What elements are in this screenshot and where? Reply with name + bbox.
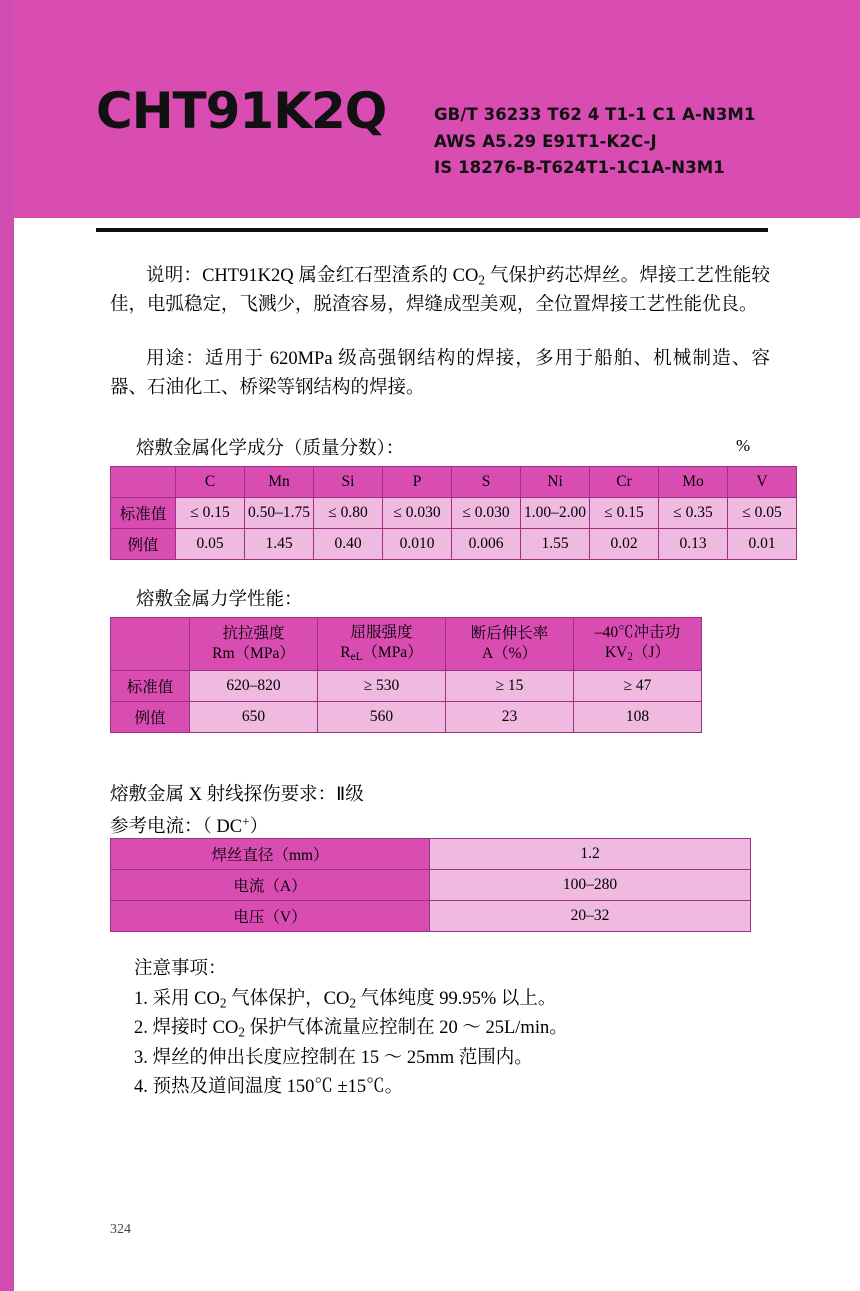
mech-header-line2: $KV_2(J)$	[604, 644, 670, 664]
chem-cell: 0.02	[590, 529, 659, 560]
mech-header-line1: 屈服强度	[350, 624, 413, 642]
current-row-label: 焊丝直径（mm）	[111, 839, 430, 870]
header-band	[14, 0, 860, 218]
mech-cell: ≥ 47	[574, 671, 702, 702]
current-table-title	[110, 812, 268, 838]
chem-cell: 0.05	[176, 529, 245, 560]
chem-header-mn: Mn	[245, 467, 314, 498]
chem-cell: 1.45	[245, 529, 314, 560]
chem-header-mo: Mo	[659, 467, 728, 498]
standard-line: IS 18276-B-T624T1-1C1A-N3M1	[434, 158, 725, 178]
mech-header-line1: 抗拉强度	[222, 625, 285, 643]
mech-cell: 650	[190, 702, 318, 733]
chem-cell: ≤ 0.80	[314, 498, 383, 529]
usage-paragraph	[110, 345, 770, 403]
note-item: 2. 焊接时 $CO_2$ 保护气体流量应控制在 20 ～ 25L/min。	[134, 1018, 568, 1041]
current-title-suffix: ）	[249, 817, 269, 837]
mech-cell: 108	[574, 702, 702, 733]
usage-text: 适用于 620MPa 级高强钢结构的焊接，多用于船舶、机械制造、容器、石油化工、桥梁等钢结构的焊接。	[110, 349, 770, 399]
mech-header-yield	[318, 618, 446, 671]
chem-cell: 0.40	[314, 529, 383, 560]
xray-requirement: 熔敷金属 X 射线探伤要求：Ⅱ级	[110, 785, 364, 805]
table-row	[111, 467, 797, 498]
chem-cell: ≤ 0.030	[452, 498, 521, 529]
mech-row-label: 标准值	[111, 671, 190, 702]
chem-header-cr: Cr	[590, 467, 659, 498]
note-item: 4. 预热及道间温度 150℃ ±15℃。	[134, 1076, 404, 1097]
chem-cell: ≤ 0.05	[728, 498, 797, 529]
chem-table-title: 熔敷金属化学成分（质量分数）：	[136, 439, 405, 459]
table-row	[111, 702, 702, 733]
usage-label: 用途：	[146, 349, 206, 369]
chem-cell: 0.006	[452, 529, 521, 560]
mech-row-label: 例值	[111, 702, 190, 733]
chem-row-label: 例值	[111, 529, 176, 560]
chem-row-label: 标准值	[111, 498, 176, 529]
chem-unit-label: %	[736, 436, 751, 455]
table-row	[111, 839, 751, 870]
mech-cell: 560	[318, 702, 446, 733]
notes-heading: 注意事项：	[134, 959, 227, 979]
current-cell: 20–32	[430, 901, 751, 932]
current-title-sup: +	[242, 814, 250, 830]
chem-header-v: V	[728, 467, 797, 498]
description-subscript: 2	[478, 272, 486, 288]
mech-header-line2: A（%）	[481, 645, 538, 662]
chem-cell: ≤ 0.15	[176, 498, 245, 529]
current-cell: 100–280	[430, 870, 751, 901]
current-row-label: 电流（A）	[111, 870, 430, 901]
description-text-a: CHT91K2Q 属金红石型渣系的 CO	[202, 266, 479, 286]
mech-properties-table	[110, 617, 702, 733]
chem-cell: 0.01	[728, 529, 797, 560]
description-paragraph	[110, 262, 770, 320]
chem-header-ni: Ni	[521, 467, 590, 498]
mech-cell: 23	[446, 702, 574, 733]
mech-header-impact	[574, 618, 702, 671]
chem-header-c: C	[176, 467, 245, 498]
chem-header-blank	[111, 467, 176, 498]
chem-cell: 1.00–2.00	[521, 498, 590, 529]
header-content	[14, 0, 860, 218]
chem-cell: ≤ 0.35	[659, 498, 728, 529]
description-label: 说明：	[146, 266, 203, 286]
note-item: 3. 焊丝的伸出长度应控制在 15 ～ 25mm 范围内。	[134, 1047, 533, 1068]
current-title-prefix: 参考电流：（ DC	[110, 817, 243, 837]
mech-header-line1: 断后伸长率	[470, 625, 549, 643]
notes-section	[134, 955, 774, 1102]
chem-cell: ≤ 0.15	[590, 498, 659, 529]
table-row	[111, 618, 702, 671]
chem-cell: 1.55	[521, 529, 590, 560]
table-row	[111, 498, 797, 529]
chem-header-si: Si	[314, 467, 383, 498]
mech-header-line2: Rm（MPa）	[212, 645, 295, 662]
current-cell: 1.2	[430, 839, 751, 870]
standard-line: GB/T 36233 T62 4 T1-1 C1 A-N3M1	[434, 105, 756, 124]
page-number: 324	[110, 1222, 131, 1237]
table-row	[111, 529, 797, 560]
chem-header-p: P	[383, 467, 452, 498]
mech-cell: ≥ 15	[446, 671, 574, 702]
mech-header-line2: $R_{eL}(MPa)$	[340, 644, 423, 664]
mech-header-blank	[111, 618, 190, 671]
mech-cell: ≥ 530	[318, 671, 446, 702]
mech-header-line1: –40℃冲击功	[594, 624, 681, 642]
chem-cell: 0.13	[659, 529, 728, 560]
chem-cell: ≤ 0.030	[383, 498, 452, 529]
chem-cell: 0.010	[383, 529, 452, 560]
table-row	[111, 671, 702, 702]
table-row	[111, 870, 751, 901]
chem-header-s: S	[452, 467, 521, 498]
mech-cell: 620–820	[190, 671, 318, 702]
description-text-b: 气保护药芯焊丝。焊接工艺性能较佳，电弧稳定，飞溅少，脱渣容易，焊缝成型美观，全位置焊接工艺性能优良。	[110, 266, 770, 316]
standard-line: AWS A5.29 E91T1-K2C-J	[434, 131, 657, 151]
current-row-label: 电压（V）	[111, 901, 430, 932]
note-item: 1. 采用 $CO_2$ 气体保护，$CO_2$ 气体纯度 99.95% 以上。	[134, 988, 557, 1011]
header-divider	[96, 228, 768, 232]
page-title: CHT91K2Q	[96, 82, 387, 140]
chem-cell: 0.50–1.75	[245, 498, 314, 529]
chem-composition-table	[110, 466, 797, 560]
mech-table-title: 熔敷金属力学性能：	[136, 590, 303, 610]
table-row	[111, 901, 751, 932]
reference-current-table	[110, 838, 751, 932]
standards-list	[434, 102, 756, 182]
mech-header-elongation	[446, 618, 574, 671]
mech-header-tensile	[190, 618, 318, 671]
